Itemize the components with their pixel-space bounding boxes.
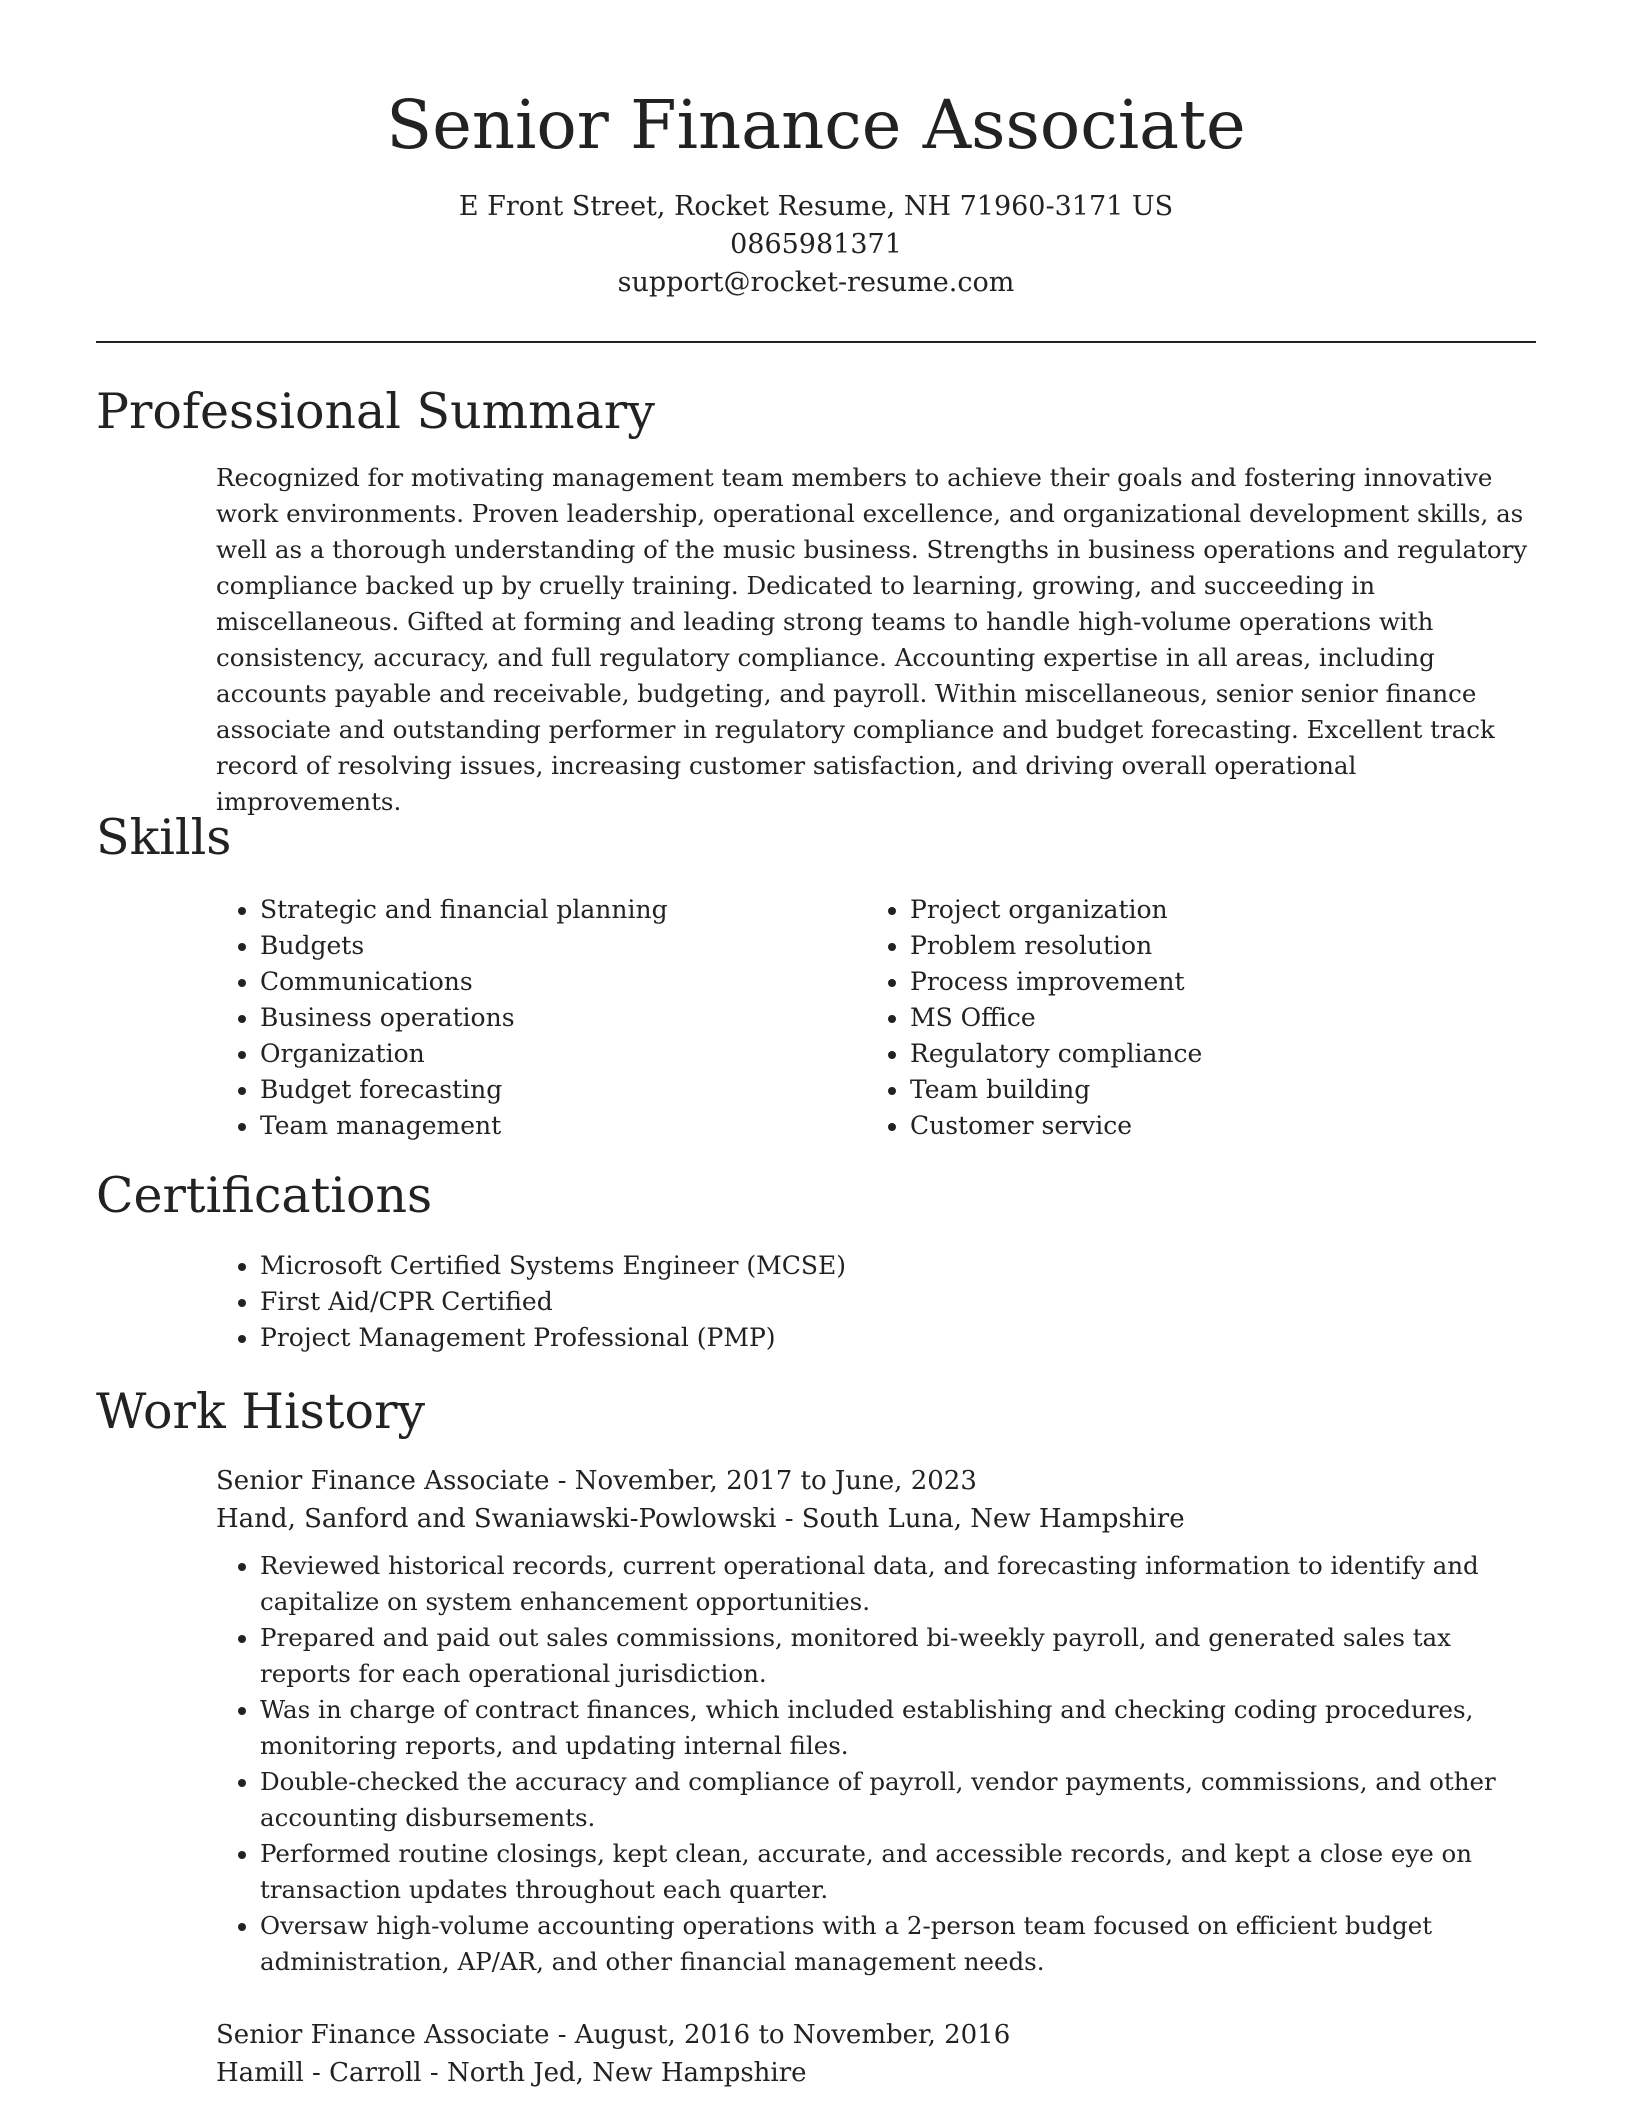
certification-item: • Microsoft Certified Systems Engineer (MCSE) — [260, 1248, 1536, 1284]
candidate-name: Senior Finance Associate — [386, 86, 1246, 164]
skill-item: • Customer service — [910, 1108, 1466, 1144]
job-header — [216, 2016, 1536, 2092]
job-title-dates: Senior Finance Associate - August, 2016 to November, 2016 — [216, 2020, 1011, 2050]
job-bullet: • Prepared and paid out sales commissions, monitored bi-weekly payroll, and generated sales tax reports for each operational jurisdiction. — [260, 1620, 1536, 1692]
job-bullet: • Reviewed historical records, current operational data, and forecasting information to identify and capitalize on system enhancement opportunities. — [260, 1548, 1536, 1620]
job-bullet: • Was in charge of contract finances, which included establishing and checking coding procedures, monitoring reports, and updating internal files. — [260, 1692, 1536, 1764]
address: E Front Street, Rocket Resume, NH 71960-3171 US — [458, 191, 1174, 222]
certifications-title: Certifications — [96, 1167, 433, 1224]
job-title-dates: Senior Finance Associate - November, 2017 to June, 2023 — [216, 1466, 977, 1496]
email: support@rocket-resume.com — [617, 267, 1015, 298]
skill-item: • Business operations — [260, 1000, 816, 1036]
skill-item: • Project organization — [910, 892, 1466, 928]
summary-title: Professional Summary — [96, 383, 655, 440]
work-history-title: Work History — [96, 1383, 426, 1440]
certifications-block — [216, 1248, 1536, 1356]
certifications-list — [216, 1248, 1536, 1356]
skill-item: • Process improvement — [910, 964, 1466, 1000]
skills-list-right — [866, 892, 1466, 1144]
job-bullet: • Performed routine closings, kept clean, accurate, and accessible records, and kept a close eye on transaction updates throughout each quarter. — [260, 1836, 1536, 1908]
skill-item: • Budget forecasting — [260, 1072, 816, 1108]
phone: 0865981371 — [730, 229, 902, 260]
skill-item: • Team building — [910, 1072, 1466, 1108]
job-company-location: Hand, Sanford and Swaniawski-Powlowski - South Luna, New Hampshire — [216, 1504, 1185, 1534]
resume-header — [96, 80, 1536, 302]
skills-title: Skills — [96, 809, 232, 866]
job-header — [216, 1462, 1536, 1538]
summary-text: Recognized for motivating management team members to achieve their goals and fostering innovative work environments. Proven leadership, operational excellence, and organizational development skills, as well as a thorough understanding of the music business. Strengths in business operations and regulatory compliance backed up by cruelly training. Dedicated to learning, growing, and succeeding in miscellaneous. Gifted at forming and leading strong teams to handle high-volume operations with consistency, accuracy, and full regulatory compliance. Accounting expertise in all areas, including accounts payable and receivable, budgeting, and payroll. Within miscellaneous, senior senior finance associate and outstanding performer in regulatory compliance and budget forecasting. Excellent track record of resolving issues, increasing customer satisfaction, and driving overall operational improvements. — [216, 463, 1528, 816]
job-bullets-block — [216, 1548, 1536, 1980]
job-bullet: • Oversaw high-volume accounting operations with a 2-person team focused on efficient budget administration, AP/AR, and other financial management needs. — [260, 1908, 1536, 1980]
skill-item: • Strategic and financial planning — [260, 892, 816, 928]
job-bullet: • Double-checked the accuracy and compliance of payroll, vendor payments, commissions, and other accounting disbursements. — [260, 1764, 1536, 1836]
skills-left-column — [216, 892, 816, 1144]
job-company-location: Hamill - Carroll - North Jed, New Hampshire — [216, 2058, 807, 2088]
skill-item: • Budgets — [260, 928, 816, 964]
skills-right-column — [866, 892, 1466, 1144]
certification-item: • Project Management Professional (PMP) — [260, 1320, 1536, 1356]
skill-item: • Team management — [260, 1108, 816, 1144]
job-bullet-list — [216, 1548, 1536, 1980]
header-divider — [96, 341, 1536, 343]
skill-item: • Problem resolution — [910, 928, 1466, 964]
skill-item: • Organization — [260, 1036, 816, 1072]
certification-item: • First Aid/CPR Certified — [260, 1284, 1536, 1320]
skill-item: • Regulatory compliance — [910, 1036, 1466, 1072]
skills-list-left — [216, 892, 816, 1144]
skill-item: • Communications — [260, 964, 816, 1000]
skill-item: • MS Office — [910, 1000, 1466, 1036]
contact-info — [96, 188, 1536, 302]
